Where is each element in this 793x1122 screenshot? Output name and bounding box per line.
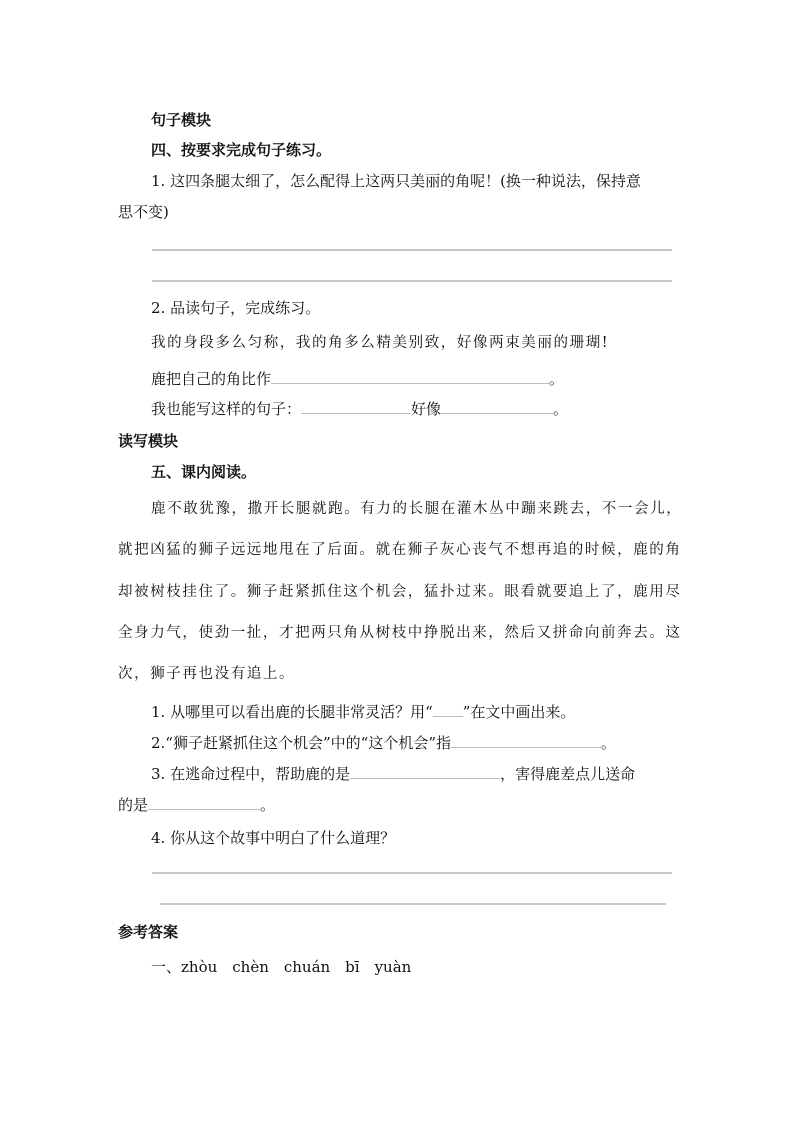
reading-q3-line2-prefix: 的是: [118, 796, 149, 814]
reading-q3-line1: [151, 763, 635, 784]
blank-helper[interactable]: [350, 764, 500, 779]
reading-q2-suffix: 。: [601, 734, 617, 752]
q1-text-line2: 思不变): [118, 203, 169, 221]
reading-q3-middle: ，害得鹿差点儿送命: [500, 765, 636, 783]
blank-harmer[interactable]: [148, 795, 260, 810]
q2-fill1: [151, 368, 564, 389]
q1-text-line1: 1. 这四条腿太细了，怎么配得上这两只美丽的角呢！(换一种说法，保持意: [151, 172, 641, 190]
reading-q1-prefix: 1. 从哪里可以看出鹿的长腿非常灵活？用“: [151, 703, 433, 721]
answer-line-q4-1[interactable]: [152, 872, 672, 874]
answer-line-q1-1[interactable]: [152, 249, 672, 251]
module-title-reading: 读写模块: [118, 432, 179, 450]
q2-fill2-suffix: 。: [553, 400, 569, 418]
answer-line-q4-2[interactable]: [160, 903, 666, 905]
blank-sentence-subject[interactable]: [301, 399, 411, 414]
reading-q3-line2: [118, 794, 275, 815]
passage-line-3: 却被树枝挂住了。狮子赶紧抓住这个机会，猛扑过来。眼看就要追上了，鹿用尽: [118, 584, 682, 600]
q2-fill2-prefix: 我也能写这样的句子：: [151, 400, 302, 418]
reading-q3-line2-suffix: 。: [260, 796, 276, 814]
reading-q3-prefix: 3. 在逃命过程中，帮助鹿的是: [151, 765, 351, 783]
passage-line-2: 就把凶猛的狮子远远地甩在了后面。就在狮子灰心丧气不想再追的时候，鹿的角: [118, 542, 682, 558]
blank-this-chance[interactable]: [451, 733, 601, 748]
answers-title: 参考答案: [118, 923, 179, 941]
answer-line-q1-2[interactable]: [152, 280, 672, 282]
q2-fill2-middle: 好像: [411, 400, 442, 418]
passage-line-5: 次，狮子再也没有追上。: [118, 666, 296, 682]
reading-q2-prefix: 2.“狮子赶紧抓住这个机会”中的“这个机会”指: [151, 734, 451, 752]
underline-symbol: [433, 702, 463, 717]
q2-fill1-suffix: 。: [549, 370, 565, 388]
section-title-five: 五、课内阅读。: [151, 463, 257, 481]
blank-compare-to[interactable]: [271, 369, 549, 384]
q2-quote: 我的身段多么匀称，我的角多么精美别致，好像两束美丽的珊瑚!: [151, 335, 610, 351]
passage-line-4: 全身力气，使劲一扯，才把两只角从树枝中挣脱出来，然后又拼命向前奔去。这: [118, 625, 682, 641]
reading-q1-suffix: ”在文中画出来。: [462, 703, 576, 721]
q2-fill1-prefix: 鹿把自己的角比作: [151, 370, 272, 388]
passage-line-1: 鹿不敢犹豫，撒开长腿就跑。有力的长腿在灌木丛中蹦来跳去，不一会儿，: [151, 501, 683, 517]
q2-title: 2. 品读句子，完成练习。: [151, 299, 321, 317]
module-title-sentence: 句子模块: [151, 111, 212, 129]
reading-q1: [151, 701, 575, 722]
q2-fill2: [151, 398, 568, 419]
reading-q2: [151, 732, 616, 753]
answers-line-1: 一、zhòu chèn chuán bī yuàn: [151, 958, 412, 976]
section-title-four: 四、按要求完成句子练习。: [151, 141, 332, 159]
blank-sentence-simile[interactable]: [441, 399, 553, 414]
reading-q4: 4. 你从这个故事中明白了什么道理？: [151, 829, 396, 847]
